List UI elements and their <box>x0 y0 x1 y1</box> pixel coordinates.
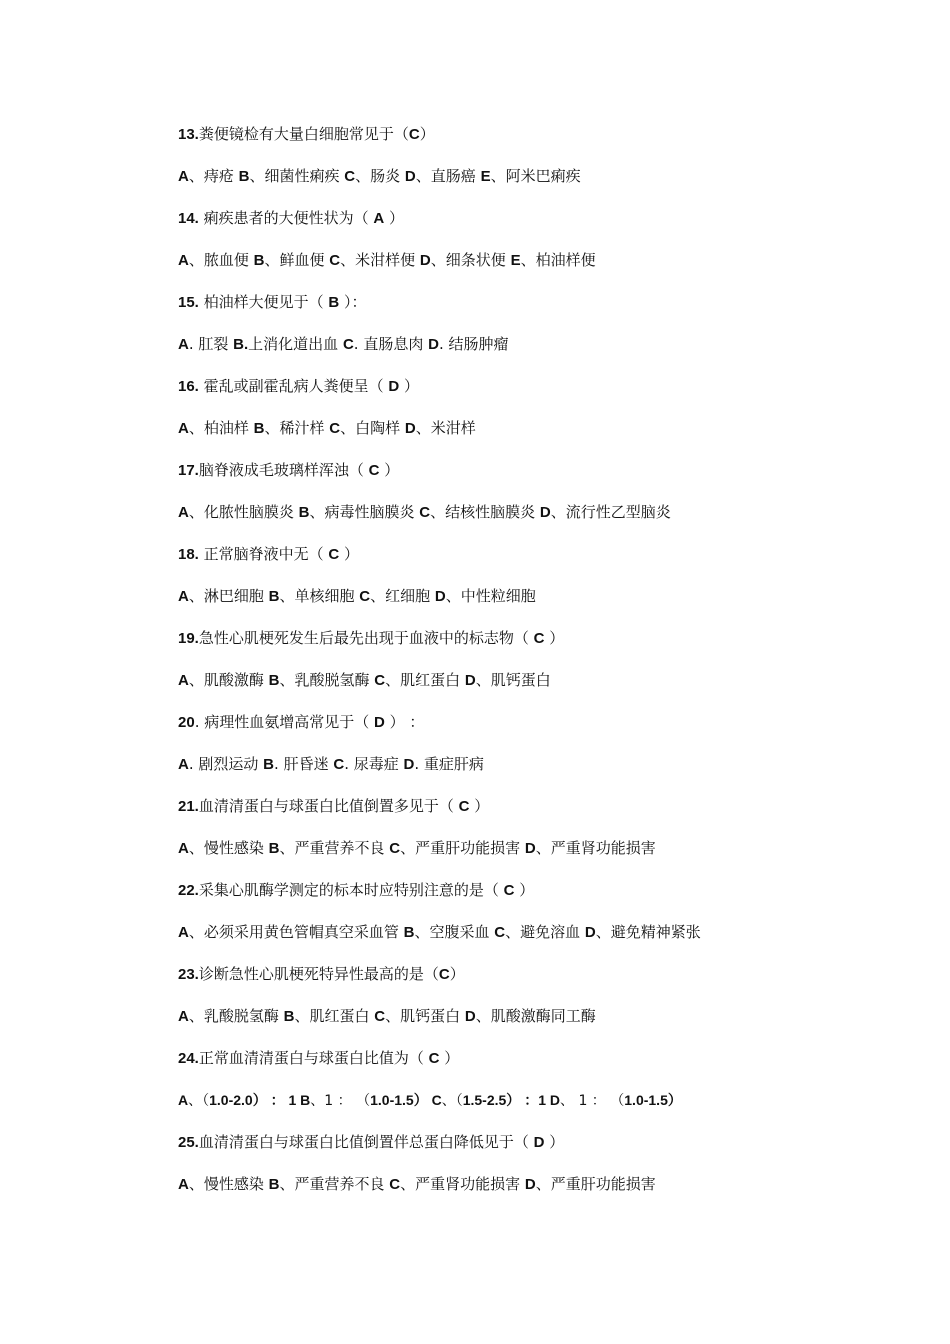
option-letter: D <box>419 252 431 269</box>
option-text: 直肠息肉 <box>363 335 429 353</box>
option-text: 柏油样便 <box>535 251 596 269</box>
option-letter: D <box>549 1092 560 1108</box>
option-letter: D <box>428 336 439 353</box>
option-letter: B <box>268 672 280 689</box>
options-line-24 <box>178 1089 910 1112</box>
option-text: 剧烈运动 <box>198 755 264 773</box>
option-separator: 、 <box>385 1007 401 1025</box>
answer-letter: C <box>368 462 380 479</box>
question-text: 脑脊液成毛玻璃样浑浊（ <box>198 461 369 479</box>
question-text: 正常血清清蛋白与球蛋白比值为（ <box>198 1049 429 1067</box>
option-letter: C <box>374 1008 386 1025</box>
option-text: 细条状便 <box>445 251 511 269</box>
option-separator: 、 1 ： （ <box>560 1093 625 1109</box>
option-text: 严重营养不良 <box>294 839 390 857</box>
question-stem-19 <box>178 627 910 650</box>
option-letter: C <box>333 756 345 773</box>
option-separator: 、 <box>279 1175 295 1193</box>
option-letter: B <box>298 504 310 521</box>
option-text: 重症肝病 <box>423 755 484 773</box>
option-letter: C <box>431 1092 442 1108</box>
option-text: 肛裂 <box>198 335 234 353</box>
question-number: 13. <box>178 126 199 143</box>
option-letter: A <box>178 1176 189 1193</box>
option-separator: 、 <box>188 1175 204 1193</box>
option-letter: C <box>342 336 354 353</box>
question-number: 20 <box>178 714 195 731</box>
answer-letter: C <box>533 630 545 647</box>
option-letter: B <box>403 924 415 941</box>
option-letter: D <box>464 672 476 689</box>
options-line-14 <box>178 249 910 272</box>
answer-letter: A <box>373 210 385 227</box>
option-separator: 、 <box>430 251 446 269</box>
option-separator: 、 <box>279 839 295 857</box>
option-letter: E <box>480 168 491 185</box>
option-separator: 、 <box>550 503 566 521</box>
question-text: 柏油样大便见于（ <box>198 293 329 311</box>
question-stem-20 <box>178 711 910 734</box>
option-letter: C <box>494 924 506 941</box>
question-number: 19. <box>178 630 199 647</box>
option-separator: 、 <box>249 167 265 185</box>
option-text: 肌红蛋白 <box>400 671 465 689</box>
option-letter: A <box>178 924 189 941</box>
answer-letter: C <box>438 966 450 983</box>
option-letter: D <box>434 588 446 605</box>
question-number: 15. <box>178 294 199 311</box>
question-text-end: ） <box>399 377 420 395</box>
question-stem-15 <box>178 291 910 314</box>
option-separator: 、 <box>188 251 204 269</box>
option-letter: A <box>178 420 189 437</box>
option-separator: 、 <box>340 251 356 269</box>
option-letter: D <box>404 420 416 437</box>
options-line-15 <box>178 333 910 356</box>
question-text-end: ） <box>449 965 465 983</box>
option-separator: . <box>438 335 449 353</box>
option-letter: A <box>178 252 189 269</box>
options-line-13 <box>178 165 910 188</box>
option-text: 肌钙蛋白 <box>490 671 551 689</box>
option-letter: A <box>178 1008 189 1025</box>
option-separator: 、 <box>415 419 431 437</box>
question-text: 血清清蛋白与球蛋白比值倒置伴总蛋白降低见于（ <box>198 1133 534 1151</box>
option-text: 结核性脑膜炎 <box>445 503 540 521</box>
option-letter: C <box>344 168 356 185</box>
option-text: 避免溶血 <box>520 923 585 941</box>
option-letter: B <box>253 252 265 269</box>
options-line-18 <box>178 585 910 608</box>
option-letter: A <box>178 588 189 605</box>
option-text: 痔疮 <box>203 167 239 185</box>
option-text: 肌红蛋白 <box>309 1007 375 1025</box>
option-separator: 、（ <box>441 1093 463 1109</box>
question-stem-21 <box>178 795 910 818</box>
option-text: 白陶样 <box>355 419 405 437</box>
option-letter: B. <box>233 336 249 353</box>
question-stem-18 <box>178 543 910 566</box>
options-line-25 <box>178 1173 910 1196</box>
option-separator: 、 <box>400 1175 416 1193</box>
question-stem-14 <box>178 207 910 230</box>
option-separator: 、 <box>188 419 204 437</box>
question-text: 血清清蛋白与球蛋白比值倒置多见于（ <box>198 797 459 815</box>
option-letter: C <box>329 252 341 269</box>
option-separator: 、 <box>309 503 325 521</box>
option-letter: A <box>178 672 189 689</box>
option-separator: 、 <box>490 167 506 185</box>
question-stem-25 <box>178 1131 910 1154</box>
question-text-end: ） <box>439 1049 460 1067</box>
option-text: 严重肝功能损害 <box>415 839 525 857</box>
option-letter: D <box>403 756 415 773</box>
option-text: 肌酸激酶 <box>203 671 269 689</box>
option-text: 柏油样 <box>203 419 254 437</box>
option-separator: 、 <box>414 923 430 941</box>
options-line-21 <box>178 837 910 860</box>
option-letter: B <box>268 840 280 857</box>
question-text-end: ） <box>514 881 535 899</box>
options-line-20 <box>178 753 910 776</box>
option-separator: 、 <box>294 1007 310 1025</box>
question-text: 霍乱或副霍乱病人粪便呈（ <box>198 377 389 395</box>
option-separator: 、 <box>535 1175 551 1193</box>
option-separator: 、 <box>430 503 446 521</box>
question-text: 正常脑脊液中无（ <box>198 545 329 563</box>
answer-letter: D <box>533 1134 545 1151</box>
option-separator: 、 <box>188 587 204 605</box>
option-text: 红细胞 <box>385 587 435 605</box>
option-text: 乳酸脱氢酶 <box>294 671 375 689</box>
option-separator: 、 <box>279 587 295 605</box>
option-separator: . <box>414 755 424 773</box>
option-letter: C <box>419 504 431 521</box>
answer-letter: B <box>328 294 340 311</box>
question-text-end: ） <box>469 797 490 815</box>
option-separator: 、 <box>188 671 204 689</box>
option-text: 阿米巴痢疾 <box>505 167 581 185</box>
option-letter: D <box>404 168 416 185</box>
answer-letter: C <box>328 546 340 563</box>
options-line-17 <box>178 501 910 524</box>
question-stem-13 <box>178 123 910 146</box>
question-text-end: ） <box>379 461 400 479</box>
question-number: 17. <box>178 462 199 479</box>
answer-letter: C <box>428 1050 440 1067</box>
option-text: 化脓性脑膜炎 <box>203 503 299 521</box>
question-text: 粪便镜检有大量白细胞常见于（ <box>198 125 409 143</box>
question-text-end: ） <box>384 209 405 227</box>
option-text: 严重肾功能损害 <box>415 1175 525 1193</box>
option-separator: 、 <box>385 671 401 689</box>
option-text: 米泔样 <box>430 419 476 437</box>
option-separator: 、1 ： （ <box>310 1093 371 1109</box>
answer-letter: D <box>374 714 385 731</box>
option-separator: 、 <box>264 251 280 269</box>
option-text: 1.0-1.5） <box>624 1092 682 1108</box>
option-text: 严重肾功能损害 <box>550 839 656 857</box>
question-number: 14. <box>178 210 199 227</box>
option-text: 流行性乙型脑炎 <box>565 503 671 521</box>
option-separator: 、 <box>520 251 536 269</box>
option-separator: 、 <box>279 671 295 689</box>
question-text: 诊断急性心肌梗死特异性最高的是（ <box>198 965 439 983</box>
option-text: 乳酸脱氢酶 <box>203 1007 284 1025</box>
option-separator: 、 <box>355 167 371 185</box>
answer-letter: C <box>503 882 515 899</box>
question-text-end: ） <box>419 125 435 143</box>
question-number: 21. <box>178 798 199 815</box>
option-letter: C <box>389 1176 401 1193</box>
option-separator: 、 <box>188 167 204 185</box>
option-text: 严重营养不良 <box>294 1175 390 1193</box>
question-number: 16. <box>178 378 199 395</box>
option-text: 必须采用黄色管帽真空采血管 <box>203 923 404 941</box>
question-text-end: ） <box>544 1133 565 1151</box>
option-letter: A <box>178 840 189 857</box>
option-letter: A <box>178 336 189 353</box>
option-letter: C <box>389 840 401 857</box>
question-number: 23. <box>178 966 199 983</box>
options-line-22 <box>178 921 910 944</box>
option-separator: 、 <box>188 839 204 857</box>
option-text: 空腹采血 <box>429 923 495 941</box>
option-text: 严重肝功能损害 <box>550 1175 656 1193</box>
option-separator: 、 <box>595 923 611 941</box>
option-separator: 、（ <box>188 1093 210 1109</box>
question-text: 急性心肌梗死发生后最先出现于血液中的标志物（ <box>198 629 534 647</box>
option-letter: B <box>300 1092 311 1108</box>
question-stem-23 <box>178 963 910 986</box>
question-number: 24. <box>178 1050 199 1067</box>
question-stem-24 <box>178 1047 910 1070</box>
option-letter: B <box>268 1176 280 1193</box>
option-separator: 、 <box>188 503 204 521</box>
option-separator: . <box>188 335 199 353</box>
option-text: 肌钙蛋白 <box>400 1007 465 1025</box>
option-separator: 、 <box>264 419 280 437</box>
option-letter: C <box>359 588 371 605</box>
question-number: 25. <box>178 1134 199 1151</box>
option-text: 鲜血便 <box>279 251 330 269</box>
question-stem-17 <box>178 459 910 482</box>
option-separator: . <box>188 755 199 773</box>
question-number: 18. <box>178 546 199 563</box>
option-letter: C <box>374 672 386 689</box>
option-letter: C <box>329 420 341 437</box>
option-separator: 、 <box>340 419 356 437</box>
option-separator: 、 <box>445 587 461 605</box>
question-text: 痢疾患者的大便性状为（ <box>198 209 374 227</box>
question-text: 采集心肌酶学测定的标本时应特别注意的是（ <box>198 881 504 899</box>
option-text: 上消化道出血 <box>248 335 343 353</box>
option-letter: B <box>268 588 280 605</box>
options-line-16 <box>178 417 910 440</box>
answer-letter: D <box>388 378 400 395</box>
option-separator: 、 <box>400 839 416 857</box>
option-text: 慢性感染 <box>203 839 269 857</box>
options-line-23 <box>178 1005 910 1028</box>
question-text-end: ）： <box>339 293 367 311</box>
option-text: 中性粒细胞 <box>460 587 536 605</box>
answer-letter: C <box>458 798 470 815</box>
question-number: 22. <box>178 882 199 899</box>
question-stem-16 <box>178 375 910 398</box>
option-separator: 、 <box>505 923 521 941</box>
option-letter: A <box>178 756 189 773</box>
option-letter: D <box>524 840 536 857</box>
options-line-19 <box>178 669 910 692</box>
option-text: 病毒性脑膜炎 <box>324 503 420 521</box>
option-text: 直肠癌 <box>430 167 481 185</box>
option-text: 1.5-2.5） ：1 <box>462 1092 550 1108</box>
option-text: 1.0-2.0） ： 1 <box>209 1092 301 1108</box>
option-text: 肠炎 <box>370 167 405 185</box>
option-letter: E <box>510 252 521 269</box>
option-text: 1.0-1.5） <box>370 1092 432 1108</box>
option-separator: 、 <box>188 923 204 941</box>
option-text: 肌酸激酶同工酶 <box>490 1007 596 1025</box>
option-text: 脓血便 <box>203 251 254 269</box>
option-letter: B <box>283 1008 295 1025</box>
option-letter: D <box>584 924 596 941</box>
option-letter: B <box>263 756 275 773</box>
option-text: 尿毒症 <box>353 755 404 773</box>
option-letter: D <box>524 1176 536 1193</box>
option-letter: A <box>178 1092 189 1108</box>
answer-letter: C <box>408 126 420 143</box>
option-text: 结肠肿瘤 <box>448 335 509 353</box>
option-text: 慢性感染 <box>203 1175 269 1193</box>
question-text-end: ） <box>339 545 360 563</box>
question-stem-22 <box>178 879 910 902</box>
option-separator: 、 <box>535 839 551 857</box>
question-text-end: ） ： <box>384 713 425 731</box>
option-letter: B <box>238 168 250 185</box>
option-text: 避免精神紧张 <box>610 923 701 941</box>
option-text: 稀汁样 <box>279 419 330 437</box>
option-separator: . <box>353 335 364 353</box>
option-separator: 、 <box>475 1007 491 1025</box>
option-text: 米泔样便 <box>355 251 420 269</box>
option-letter: A <box>178 504 189 521</box>
option-separator: 、 <box>415 167 431 185</box>
option-text: 细菌性痢疾 <box>264 167 345 185</box>
option-text: 单核细胞 <box>294 587 360 605</box>
option-text: 肝昏迷 <box>283 755 334 773</box>
option-letter: B <box>253 420 265 437</box>
option-text: 淋巴细胞 <box>203 587 269 605</box>
question-text-end: ） <box>544 629 565 647</box>
option-separator: 、 <box>370 587 386 605</box>
option-separator: . <box>274 755 284 773</box>
option-letter: D <box>464 1008 476 1025</box>
option-separator: 、 <box>188 1007 204 1025</box>
option-letter: A <box>178 168 189 185</box>
option-separator: 、 <box>475 671 491 689</box>
question-text: . 病理性血氨增高常见于（ <box>194 713 374 731</box>
option-letter: D <box>539 504 551 521</box>
option-separator: . <box>344 755 354 773</box>
